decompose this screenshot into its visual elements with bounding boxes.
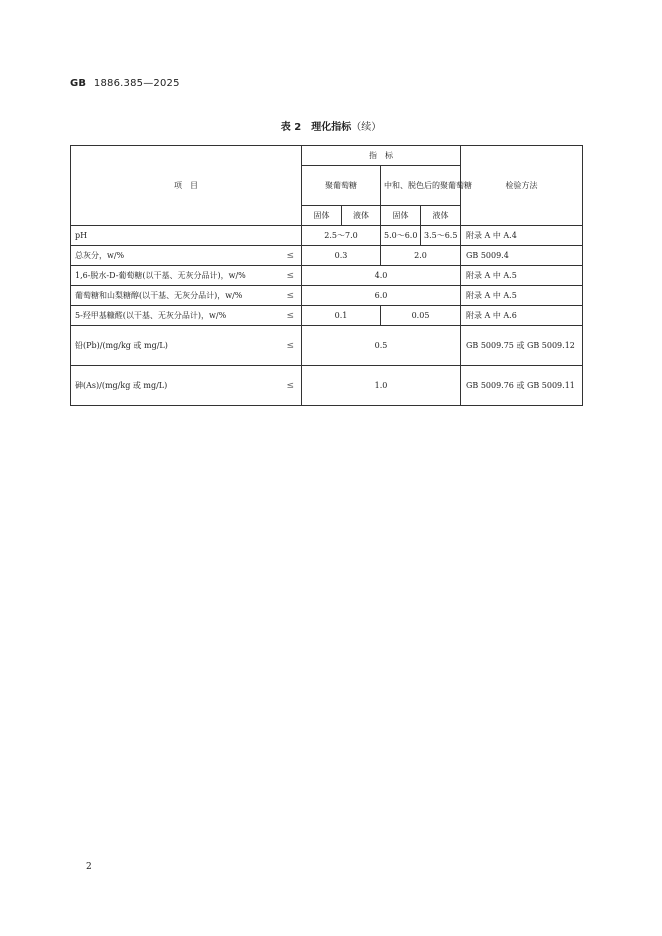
row-value: 0.05 (381, 306, 461, 326)
row-value: 0.1 (302, 306, 381, 326)
le-symbol: ≤ (286, 250, 294, 261)
row-method: 附录 A 中 A.5 (461, 266, 583, 286)
row-value: 1.0 (302, 366, 461, 406)
row-value: 0.5 (302, 326, 461, 366)
liquid-header: 液体 (342, 206, 381, 226)
page-number: 2 (86, 862, 92, 872)
table-header-row (71, 146, 583, 166)
row-item: 1,6-脱水-D-葡萄糖(以干基、无灰分品计)，w/% ≤ (71, 266, 302, 286)
row-method: GB 5009.4 (461, 246, 583, 266)
row-method: 附录 A 中 A.6 (461, 306, 583, 326)
table-row (71, 326, 583, 366)
solid-header: 固体 (381, 206, 421, 226)
row-item: 铅(Pb)/(mg/kg 或 mg/L) ≤ (71, 326, 302, 366)
le-symbol: ≤ (286, 340, 294, 351)
table-row (71, 366, 583, 406)
row-value: 5.0～6.0 (381, 226, 421, 246)
row-value: 6.0 (302, 286, 461, 306)
indicator-header: 指 标 (302, 146, 461, 166)
standard-header (70, 78, 180, 89)
row-method: 附录 A 中 A.4 (461, 226, 583, 246)
le-symbol: ≤ (286, 270, 294, 281)
le-symbol: ≤ (286, 310, 294, 321)
method-header: 检验方法 (461, 146, 583, 226)
row-method: 附录 A 中 A.5 (461, 286, 583, 306)
row-item: 5-羟甲基糠醛(以干基、无灰分品计)，w/% ≤ (71, 306, 302, 326)
spec-table (70, 145, 583, 406)
table-row (71, 246, 583, 266)
row-value: 2.5～7.0 (302, 226, 381, 246)
table-row (71, 266, 583, 286)
table-row (71, 286, 583, 306)
group1-header: 聚葡萄糖 (302, 166, 381, 206)
table-title-suffix: （续） (351, 122, 382, 133)
table-row (71, 226, 583, 246)
row-value: 4.0 (302, 266, 461, 286)
row-value: 0.3 (302, 246, 381, 266)
standard-number: 1886.385—2025 (93, 78, 180, 89)
row-item: pH (71, 226, 302, 246)
table-row (71, 306, 583, 326)
row-method: GB 5009.76 或 GB 5009.11 (461, 366, 583, 406)
row-value: 2.0 (381, 246, 461, 266)
table-title-label: 表 2 理化指标 (280, 122, 352, 133)
row-item: 葡萄糖和山梨糖醇(以干基、无灰分品计)，w/% ≤ (71, 286, 302, 306)
row-item: 总灰分，w/% ≤ (71, 246, 302, 266)
standard-code: GB (70, 78, 87, 89)
group2-header: 中和、脱色后的聚葡萄糖 (381, 166, 461, 206)
table-title (0, 118, 662, 133)
row-value: 3.5～6.5 (421, 226, 461, 246)
liquid-header: 液体 (421, 206, 461, 226)
solid-header: 固体 (302, 206, 342, 226)
le-symbol: ≤ (286, 290, 294, 301)
row-method: GB 5009.75 或 GB 5009.12 (461, 326, 583, 366)
le-symbol: ≤ (286, 380, 294, 391)
item-header: 项 目 (71, 146, 302, 226)
row-item: 砷(As)/(mg/kg 或 mg/L) ≤ (71, 366, 302, 406)
